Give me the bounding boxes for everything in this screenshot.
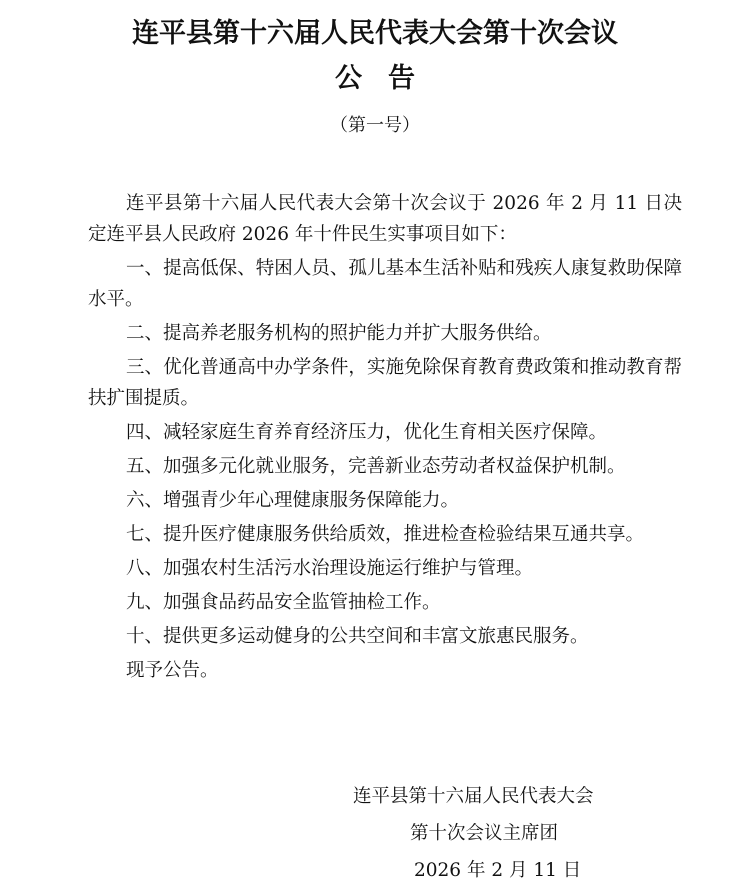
- closing-statement: 现予公告。: [126, 660, 219, 681]
- item-4: 四、减轻家庭生育养育经济压力，优化生育相关医疗保障。: [126, 422, 608, 443]
- announcement-body: [88, 188, 682, 689]
- item-7: 七、提升医疗健康服务供给质效，推进检查检验结果互通共享。: [126, 524, 645, 545]
- document-title: 连平县第十六届人民代表大会第十次会议: [132, 18, 618, 49]
- signature-date-text: 2026 年 2 月 11 日: [414, 860, 582, 881]
- document-type-heading: 公告: [335, 63, 441, 94]
- intro-paragraph: 连平县第十六届人民代表大会第十次会议于 2026 年 2 月 11 日决定连平县人民政府 2026 年十件民生实事项目如下：: [88, 193, 682, 245]
- item-10: 十、提供更多运动健身的公共空间和丰富文旅惠民服务。: [126, 626, 589, 647]
- signature-organization-text: 连平县第十六届人民代表大会: [353, 786, 594, 807]
- item-5: 五、加强多元化就业服务，完善新业态劳动者权益保护机制。: [126, 456, 626, 477]
- item-2: 二、提高养老服务机构的照护能力并扩大服务供给。: [126, 323, 552, 344]
- item-8: 八、加强农村生活污水治理设施运行维护与管理。: [126, 558, 534, 579]
- item-1: 一、提高低保、特困人员、孤儿基本生活补贴和残疾人康复救助保障水平。: [88, 258, 682, 310]
- signature-presidium-text: 第十次会议主席团: [410, 823, 559, 844]
- item-3: 三、优化普通高中办学条件，实施免除保育教育费政策和推动教育帮扶扩围提质。: [88, 357, 682, 409]
- item-6: 六、增强青少年心理健康服务保障能力。: [126, 490, 460, 511]
- item-9: 九、加强食品药品安全监管抽检工作。: [126, 592, 441, 613]
- announcement-number: （第一号）: [330, 115, 420, 136]
